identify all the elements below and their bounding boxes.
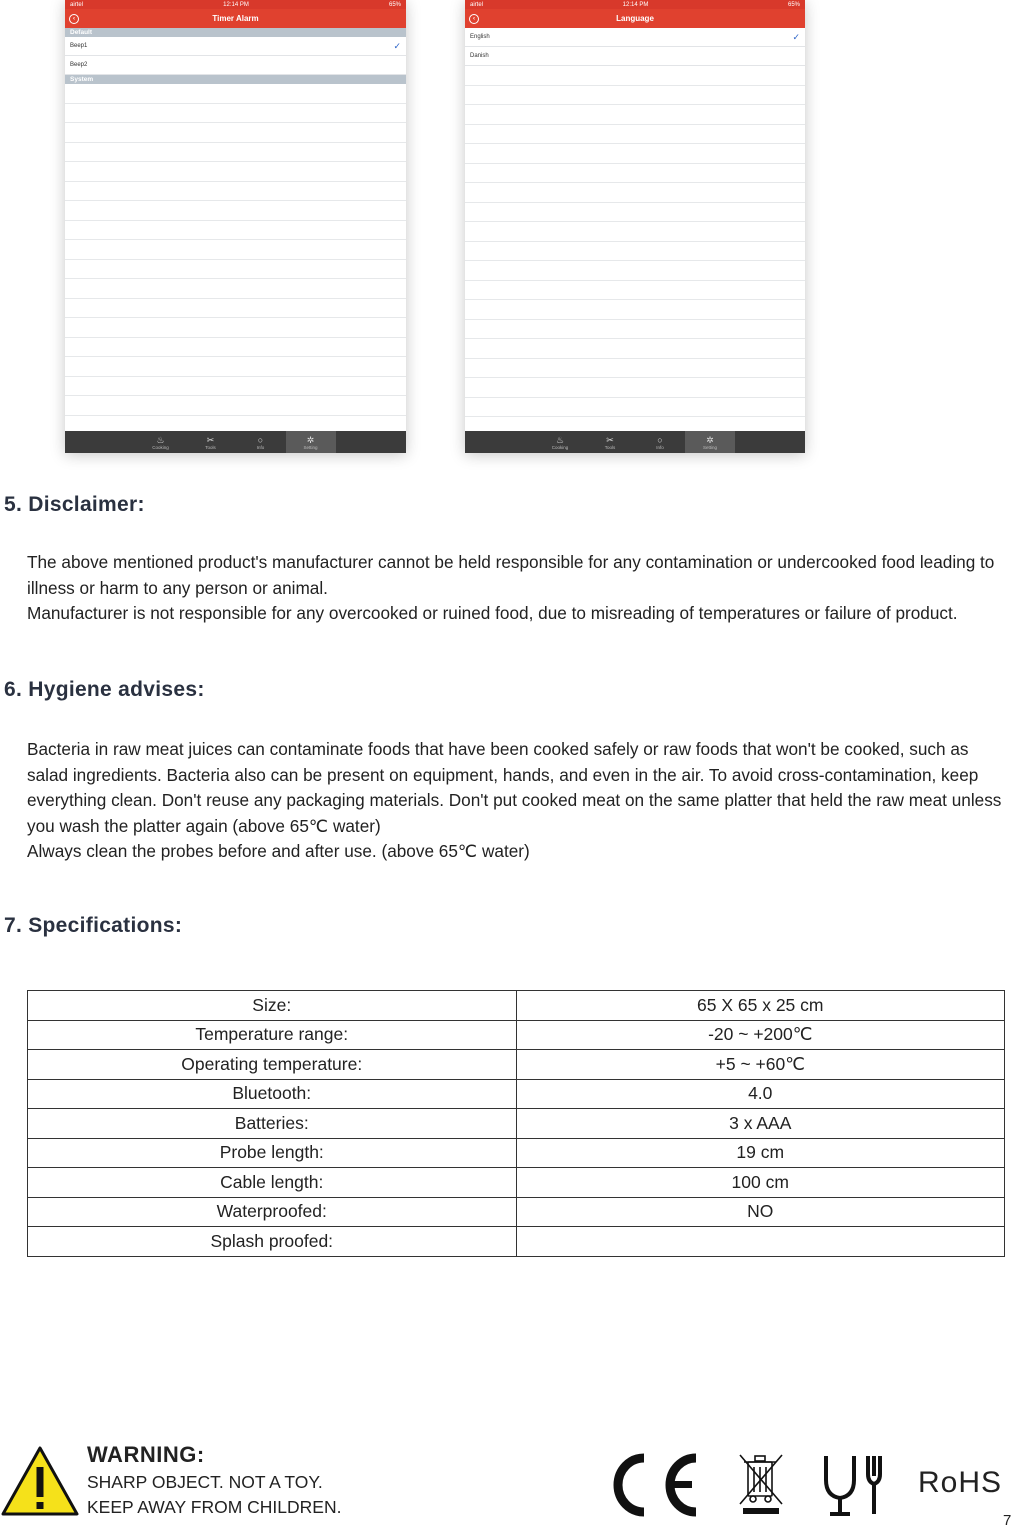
speech-bubble-icon: ○ (657, 434, 663, 445)
spec-label: Waterproofed: (28, 1197, 517, 1227)
tab-info[interactable] (635, 431, 685, 453)
back-icon[interactable]: ‹ (469, 14, 479, 24)
tab-label: Setting (303, 444, 318, 450)
tab-info[interactable] (236, 431, 286, 453)
battery-label: 65% (787, 1, 800, 8)
status-bar (465, 0, 805, 9)
spec-label: Batteries: (28, 1109, 517, 1139)
table-row (28, 1138, 1005, 1168)
disclaimer-paragraph-1: The above mentioned product's manufacturer cannot be held responsible for any contamination or undercooked food leading to illness or harm to any person or animal. (27, 552, 995, 598)
spec-value: 19 cm (516, 1138, 1005, 1168)
tab-setting[interactable] (286, 431, 336, 453)
spec-label: Splash proofed: (28, 1227, 517, 1257)
spec-value: 3 x AAA (516, 1109, 1005, 1139)
spec-value (516, 1227, 1005, 1257)
gear-icon: ✲ (706, 434, 714, 445)
warning-line-1: SHARP OBJECT. NOT A TOY. (87, 1472, 323, 1492)
language-screenshot (465, 0, 805, 453)
spec-value: -20 ~ +200℃ (516, 1020, 1005, 1050)
cooking-pot-icon: ♨ (156, 434, 165, 445)
list-item-beep1[interactable] (65, 37, 406, 56)
battery-label: 65% (388, 1, 401, 8)
list-item-label: Danish (470, 53, 489, 59)
screen-title: Language (616, 14, 654, 23)
status-bar (65, 0, 406, 9)
spec-value: 4.0 (516, 1079, 1005, 1109)
table-row (28, 1109, 1005, 1139)
spec-label: Temperature range: (28, 1020, 517, 1050)
nav-bar (65, 9, 406, 28)
carrier-label: airtel (70, 1, 84, 8)
list-item-beep2[interactable] (65, 56, 406, 75)
speech-bubble-icon: ○ (257, 434, 264, 445)
food-safe-icon (826, 1456, 880, 1514)
clock-label: 12:14 PM (622, 1, 649, 8)
spec-value: 100 cm (516, 1168, 1005, 1198)
warning-line-2: KEEP AWAY FROM CHILDREN. (87, 1497, 342, 1517)
table-row (28, 1227, 1005, 1257)
disclaimer-heading: 5. Disclaimer: (4, 493, 145, 516)
table-row (28, 1020, 1005, 1050)
tab-label: Tools (604, 444, 616, 450)
tab-tools[interactable] (186, 431, 236, 453)
table-row (28, 1197, 1005, 1227)
spec-label: Probe length: (28, 1138, 517, 1168)
checkmark-icon: ✓ (792, 31, 800, 42)
tab-label: Cooking (551, 444, 569, 450)
specifications-table (27, 990, 1005, 1257)
tab-cooking[interactable] (535, 431, 585, 453)
warning-title: WARNING: (87, 1442, 205, 1467)
carrier-label: airtel (470, 1, 484, 8)
table-row (28, 1079, 1005, 1109)
hygiene-heading: 6. Hygiene advises: (4, 678, 205, 701)
weee-bin-icon (740, 1455, 782, 1514)
tab-bar (65, 431, 406, 453)
empty-list (65, 84, 406, 416)
spec-label: Cable length: (28, 1168, 517, 1198)
spec-label: Bluetooth: (28, 1079, 517, 1109)
spec-value: 65 X 65 x 25 cm (516, 991, 1005, 1021)
tools-icon: ✂ (206, 434, 215, 445)
screen-title: Timer Alarm (212, 14, 259, 23)
spec-value: +5 ~ +60℃ (516, 1050, 1005, 1080)
spec-label: Size: (28, 991, 517, 1021)
spec-value: NO (516, 1197, 1005, 1227)
empty-list (465, 66, 805, 417)
rohs-mark: RoHS (918, 1466, 1003, 1499)
tab-cooking[interactable] (136, 431, 186, 453)
list-item-label: Beep2 (70, 62, 88, 68)
ce-mark-icon (618, 1458, 696, 1512)
list-item-english[interactable] (465, 28, 805, 47)
tab-label: Tools (205, 444, 216, 450)
tab-setting[interactable] (685, 431, 735, 453)
page-number: 7 (1003, 1512, 1012, 1529)
list-item-danish[interactable] (465, 47, 805, 66)
hygiene-paragraph-2: Always clean the probes before and after use. (above 65℃ water) (27, 841, 530, 861)
disclaimer-paragraph-2: Manufacturer is not responsible for any overcooked or ruined food, due to misreading of temperatures or failure of product. (27, 603, 958, 623)
table-row (28, 1050, 1005, 1080)
tab-label: Info (256, 444, 265, 450)
tab-label: Setting (702, 444, 717, 450)
gear-icon: ✲ (306, 434, 315, 445)
cooking-pot-icon: ♨ (555, 434, 565, 445)
spec-label: Operating temperature: (28, 1050, 517, 1080)
clock-label: 12:14 PM (223, 1, 249, 8)
warning-triangle-icon (0, 1445, 80, 1517)
checkmark-icon: ✓ (393, 40, 401, 51)
tab-label: Info (656, 444, 664, 450)
back-icon[interactable]: ‹ (69, 14, 79, 24)
table-row (28, 1168, 1005, 1198)
nav-bar (465, 9, 805, 28)
table-row (28, 991, 1005, 1021)
list-item-label: Beep1 (70, 43, 88, 49)
timer-alarm-screenshot (65, 0, 406, 453)
tab-tools[interactable] (585, 431, 635, 453)
tools-icon: ✂ (606, 434, 614, 445)
tab-bar (465, 431, 805, 453)
section-header-default: Default (65, 28, 406, 37)
list-item-label: English (470, 34, 490, 40)
disclaimer-text (27, 550, 1012, 627)
section-header-system: System (65, 75, 406, 84)
tab-label: Cooking (152, 444, 169, 450)
specifications-heading: 7. Specifications: (4, 914, 183, 937)
hygiene-text (27, 737, 1012, 865)
hygiene-paragraph-1: Bacteria in raw meat juices can contaminate foods that have been cooked safely or raw foods that won't be cooked, such as salad ingredients. Bacteria also can be present on equipment, hands, and even in the air. To avoid cross-contamination, keep everything clean. Don't reuse any packaging materials. Don't put cooked meat on the same platter that held the raw meat unless you wash the platter again (above 65℃ water) (27, 739, 1002, 836)
